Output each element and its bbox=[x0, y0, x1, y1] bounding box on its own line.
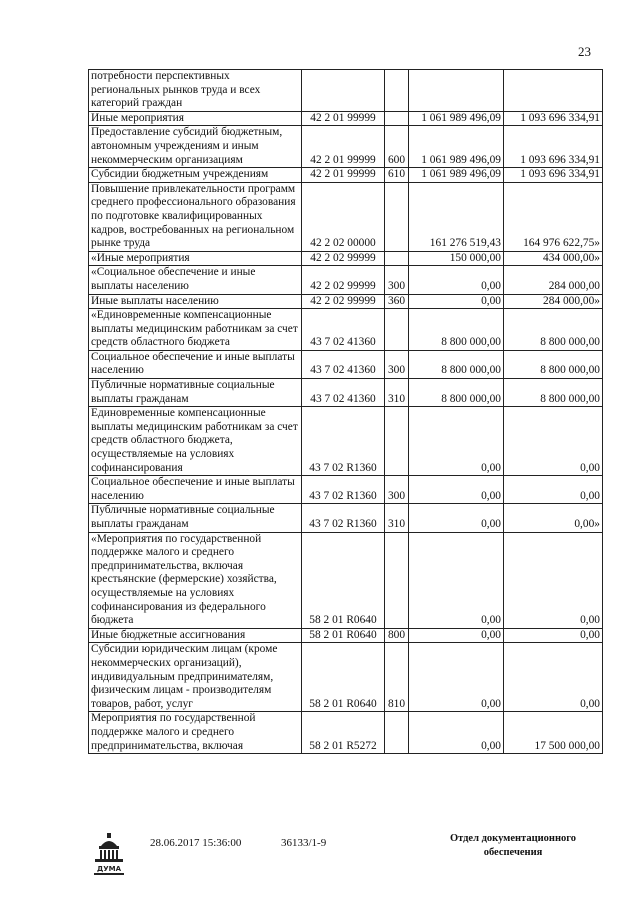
cell-v2 bbox=[504, 70, 603, 112]
cell-v1: 8 800 000,00 bbox=[409, 309, 504, 351]
cell-code: 43 7 02 R1360 bbox=[302, 476, 385, 504]
cell-v1: 0,00 bbox=[409, 532, 504, 628]
cell-v1: 0,00 bbox=[409, 407, 504, 476]
cell-v2: 1 093 696 334,91 bbox=[504, 111, 603, 126]
cell-type: 610 bbox=[385, 168, 409, 183]
cell-code: 42 2 01 99999 bbox=[302, 111, 385, 126]
cell-code: 42 2 01 99999 bbox=[302, 126, 385, 168]
cell-type: 600 bbox=[385, 126, 409, 168]
cell-type: 310 bbox=[385, 379, 409, 407]
table-row bbox=[89, 294, 603, 309]
cell-v2: 0,00 bbox=[504, 532, 603, 628]
cell-name: Мероприятия по государственной поддержке малого и среднего предпринимательства, включая bbox=[89, 712, 302, 754]
cell-name: Публичные нормативные социальные выплаты гражданам bbox=[89, 504, 302, 532]
cell-code: 42 2 02 00000 bbox=[302, 182, 385, 251]
cell-type bbox=[385, 712, 409, 754]
cell-v1: 8 800 000,00 bbox=[409, 350, 504, 378]
table-row bbox=[89, 407, 603, 476]
cell-v1: 0,00 bbox=[409, 504, 504, 532]
cell-v1: 0,00 bbox=[409, 476, 504, 504]
cell-v2: 0,00 bbox=[504, 643, 603, 712]
cell-type: 360 bbox=[385, 294, 409, 309]
page-number: 23 bbox=[578, 44, 591, 59]
cell-name: потребности перспективных региональных рынков труда и всех категорий граждан bbox=[89, 70, 302, 112]
cell-v2: 0,00 bbox=[504, 407, 603, 476]
cell-code: 58 2 01 R0640 bbox=[302, 532, 385, 628]
cell-type: 300 bbox=[385, 350, 409, 378]
cell-type: 300 bbox=[385, 266, 409, 294]
cell-v2: 17 500 000,00 bbox=[504, 712, 603, 754]
cell-name: Субсидии юридическим лицам (кроме некоммерческих организаций), индивидуальным предпринимателям, физическим лицам - производителям товаров, работ, услуг bbox=[89, 643, 302, 712]
cell-code: 42 2 01 99999 bbox=[302, 168, 385, 183]
cell-type bbox=[385, 182, 409, 251]
cell-name: Публичные нормативные социальные выплаты гражданам bbox=[89, 379, 302, 407]
cell-type: 300 bbox=[385, 476, 409, 504]
footer-datetime: 28.06.2017 15:36:00 bbox=[150, 837, 242, 849]
cell-v1: 150 000,00 bbox=[409, 251, 504, 266]
cell-code bbox=[302, 70, 385, 112]
cell-name: Иные мероприятия bbox=[89, 111, 302, 126]
cell-v2: 164 976 622,75» bbox=[504, 182, 603, 251]
table-row bbox=[89, 379, 603, 407]
cell-v1 bbox=[409, 70, 504, 112]
cell-code: 43 7 02 41360 bbox=[302, 309, 385, 351]
budget-table bbox=[88, 69, 603, 754]
cell-code: 43 7 02 R1360 bbox=[302, 504, 385, 532]
cell-type bbox=[385, 309, 409, 351]
cell-v2: 0,00» bbox=[504, 504, 603, 532]
table-row bbox=[89, 168, 603, 183]
cell-name: «Социальное обеспечение и иные выплаты населению bbox=[89, 266, 302, 294]
table-row bbox=[89, 643, 603, 712]
duma-building-emblem-icon bbox=[92, 832, 126, 876]
cell-v2: 284 000,00 bbox=[504, 266, 603, 294]
table-row bbox=[89, 251, 603, 266]
cell-v1: 1 061 989 496,09 bbox=[409, 168, 504, 183]
cell-name: «Единовременные компенсационные выплаты медицинским работникам за счет средств областного бюджета bbox=[89, 309, 302, 351]
cell-v2: 1 093 696 334,91 bbox=[504, 168, 603, 183]
table-row bbox=[89, 266, 603, 294]
cell-v1: 0,00 bbox=[409, 266, 504, 294]
cell-v1: 0,00 bbox=[409, 643, 504, 712]
cell-type: 310 bbox=[385, 504, 409, 532]
budget-table-body bbox=[89, 70, 603, 754]
cell-type bbox=[385, 532, 409, 628]
cell-v1: 0,00 bbox=[409, 712, 504, 754]
cell-type: 810 bbox=[385, 643, 409, 712]
table-row bbox=[89, 111, 603, 126]
cell-v1: 8 800 000,00 bbox=[409, 379, 504, 407]
cell-name: Единовременные компенсационные выплаты медицинским работникам за счет средств областного бюджета, осуществляемые на условиях софинансирования bbox=[89, 407, 302, 476]
emblem-text: ДУМА bbox=[96, 865, 122, 873]
cell-name: «Иные мероприятия bbox=[89, 251, 302, 266]
cell-name: Социальное обеспечение и иные выплаты населению bbox=[89, 476, 302, 504]
cell-code: 58 2 01 R0640 bbox=[302, 628, 385, 643]
cell-v1: 1 061 989 496,09 bbox=[409, 126, 504, 168]
cell-v2: 8 800 000,00 bbox=[504, 350, 603, 378]
cell-v2: 434 000,00» bbox=[504, 251, 603, 266]
cell-name: Субсидии бюджетным учреждениям bbox=[89, 168, 302, 183]
table-row bbox=[89, 70, 603, 112]
cell-name: Социальное обеспечение и иные выплаты населению bbox=[89, 350, 302, 378]
cell-code: 43 7 02 R1360 bbox=[302, 407, 385, 476]
cell-code: 42 2 02 99999 bbox=[302, 294, 385, 309]
cell-v2: 1 093 696 334,91 bbox=[504, 126, 603, 168]
cell-code: 42 2 02 99999 bbox=[302, 266, 385, 294]
cell-v1: 161 276 519,43 bbox=[409, 182, 504, 251]
footer-department bbox=[448, 832, 578, 860]
cell-code: 43 7 02 41360 bbox=[302, 379, 385, 407]
cell-code: 58 2 01 R0640 bbox=[302, 643, 385, 712]
cell-v2: 0,00 bbox=[504, 628, 603, 643]
cell-v1: 1 061 989 496,09 bbox=[409, 111, 504, 126]
cell-v1: 0,00 bbox=[409, 628, 504, 643]
cell-type bbox=[385, 251, 409, 266]
cell-name: Предоставление субсидий бюджетным, автономным учреждениям и иным некоммерческим организациям bbox=[89, 126, 302, 168]
table-row bbox=[89, 712, 603, 754]
footer-dept-line2: обеспечения bbox=[483, 847, 543, 858]
table-row bbox=[89, 476, 603, 504]
table-row bbox=[89, 628, 603, 643]
cell-v1: 0,00 bbox=[409, 294, 504, 309]
cell-code: 58 2 01 R5272 bbox=[302, 712, 385, 754]
cell-type bbox=[385, 407, 409, 476]
cell-type bbox=[385, 70, 409, 112]
cell-v2: 284 000,00» bbox=[504, 294, 603, 309]
table-row bbox=[89, 182, 603, 251]
cell-v2: 8 800 000,00 bbox=[504, 379, 603, 407]
table-row bbox=[89, 504, 603, 532]
cell-code: 42 2 02 99999 bbox=[302, 251, 385, 266]
cell-v2: 8 800 000,00 bbox=[504, 309, 603, 351]
cell-name: Иные выплаты населению bbox=[89, 294, 302, 309]
table-row bbox=[89, 350, 603, 378]
page-footer bbox=[0, 832, 640, 892]
cell-name: Иные бюджетные ассигнования bbox=[89, 628, 302, 643]
cell-name: «Мероприятия по государственной поддержке малого и среднего предпринимательства, включая крестьянские (фермерские) хозяйства, осуществляемые на условиях софинансирования из федерального бюджета bbox=[89, 532, 302, 628]
table-row bbox=[89, 309, 603, 351]
cell-name: Повышение привлекательности программ среднего профессионального образования по подготовке квалифицированных кадров, востребованных на региональном рынке труда bbox=[89, 182, 302, 251]
cell-v2: 0,00 bbox=[504, 476, 603, 504]
cell-type bbox=[385, 111, 409, 126]
footer-dept-line1: Отдел документационного bbox=[449, 833, 577, 844]
footer-reg-number: 36133/1-9 bbox=[281, 837, 327, 849]
cell-code: 43 7 02 41360 bbox=[302, 350, 385, 378]
cell-type: 800 bbox=[385, 628, 409, 643]
table-row bbox=[89, 126, 603, 168]
table-row bbox=[89, 532, 603, 628]
